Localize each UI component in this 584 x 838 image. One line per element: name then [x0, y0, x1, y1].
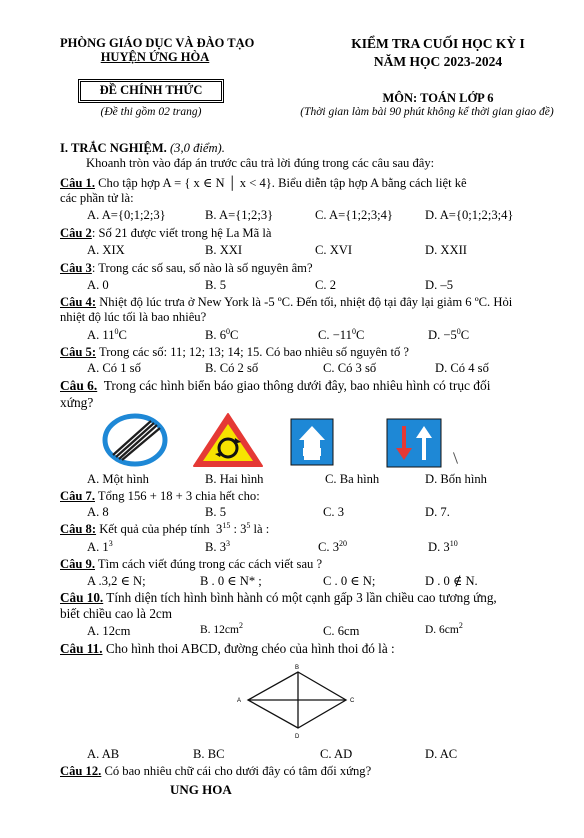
- q2-option-d[interactable]: D. XXII: [425, 243, 467, 257]
- q7-option-c[interactable]: C. 3: [323, 505, 344, 519]
- q1-option-a[interactable]: A. A={0;1;2;3}: [87, 208, 166, 222]
- q5-option-a[interactable]: A. Có 1 số: [87, 361, 141, 375]
- q4-option-a[interactable]: A. $11^0C$: [87, 326, 127, 342]
- q5-option-d[interactable]: D. Có 4 số: [435, 361, 489, 375]
- q11-option-a[interactable]: A. AB: [87, 747, 120, 761]
- q10-option-a[interactable]: A. 12cm: [87, 624, 131, 638]
- question-8: Câu 8: Kết quả của phép tính $3^{15}$ : $3^5$ là :: [60, 520, 270, 536]
- rhombus-label-c: C: [350, 698, 355, 704]
- q3-option-d[interactable]: D. –5: [425, 278, 453, 292]
- question-4: Câu 4: Nhiệt độ lúc trưa ở New York là -5 ºC. Đến tối, nhiệt độ tại đây lại giảm 6 ºC. Hỏi: [60, 295, 513, 309]
- priority-road-sign-icon: [290, 418, 334, 466]
- stray-mark: [453, 452, 458, 464]
- question-3: Câu 3: Trong các số sau, số nào là số nguyên âm?: [60, 261, 313, 275]
- q9-option-c[interactable]: C . 0 ∈ N;: [323, 574, 376, 588]
- q1-option-c[interactable]: C. A={1;2;3;4}: [315, 208, 393, 222]
- q2-option-c[interactable]: C. XVI: [315, 243, 353, 257]
- rhombus-figure: [234, 662, 364, 742]
- no-restriction-sign-icon: [102, 413, 168, 467]
- question-6-cont: xứng?: [60, 395, 94, 410]
- question-12: Câu 12. Có bao nhiêu chữ cái cho dưới đây có tâm đối xứng?: [60, 764, 372, 778]
- q10-option-d[interactable]: D. $6cm^2$: [425, 621, 463, 636]
- subject: MÔN: TOÁN LỚP 6: [382, 91, 494, 105]
- official-label: ĐỀ CHÍNH THỨC: [99, 83, 203, 97]
- instruction: Khoanh tròn vào đáp án trước câu trả lời đúng trong các câu sau đây:: [86, 156, 435, 170]
- q9-option-d[interactable]: D . 0 ∉ N.: [425, 574, 478, 588]
- department-name: PHÒNG GIÁO DỤC VÀ ĐÀO TẠO: [60, 36, 255, 50]
- q6-option-a[interactable]: A. Một hình: [87, 472, 149, 486]
- question-10: Câu 10. Tính diện tích hình bình hành có một cạnh gấp 3 lần chiều cao tương ứng,: [60, 590, 497, 605]
- question-9: Câu 9. Tìm cách viết đúng trong các cách viết sau ?: [60, 557, 323, 571]
- q8-option-c[interactable]: C. $3^{20}$: [318, 538, 347, 554]
- question-6: Câu 6. Trong các hình biển báo giao thông dưới đây, bao nhiêu hình có trục đối: [60, 378, 491, 393]
- q3-option-b[interactable]: B. 5: [205, 278, 226, 292]
- q6-option-b[interactable]: B. Hai hình: [205, 472, 264, 486]
- q5-option-c[interactable]: C. Có 3 số: [323, 361, 377, 375]
- question-10-cont: biết chiều cao là 2cm: [60, 606, 173, 621]
- q8-option-b[interactable]: B. $3^3$: [205, 538, 230, 554]
- question-4-cont: nhiệt độ lúc tối là bao nhiêu?: [60, 310, 207, 324]
- q3-option-a[interactable]: A. 0: [87, 278, 109, 292]
- q9-option-b[interactable]: B . 0 ∈ N* ;: [200, 574, 262, 588]
- roundabout-warning-sign-icon: [191, 411, 265, 469]
- q6-option-c[interactable]: C. Ba hình: [325, 472, 380, 486]
- q2-option-b[interactable]: B. XXI: [205, 243, 243, 257]
- district-name: HUYỆN ỨNG HÒA: [100, 50, 210, 64]
- q11-option-c[interactable]: C. AD: [320, 747, 353, 761]
- question-5: Câu 5: Trong các số: 11; 12; 13; 14; 15. Có bao nhiêu số nguyên tố ?: [60, 345, 410, 359]
- question-1: Câu 1. Cho tập hợp A = { x ∈ N │ x < 4}. Biểu diễn tập hợp A bằng cách liệt kê: [60, 176, 467, 190]
- q4-option-d[interactable]: D. $-5^0C$: [428, 326, 470, 342]
- rhombus-label-d: D: [295, 734, 300, 740]
- q7-option-a[interactable]: A. 8: [87, 505, 109, 519]
- q7-option-b[interactable]: B. 5: [205, 505, 226, 519]
- q4-option-c[interactable]: C. $-11^0C$: [318, 326, 365, 342]
- q9-option-a[interactable]: A .3,2 ∈ N;: [87, 574, 146, 588]
- q5-option-b[interactable]: B. Có 2 số: [205, 361, 259, 375]
- q6-option-d[interactable]: D. Bốn hình: [425, 472, 487, 486]
- q1-option-b[interactable]: B. A={1;2;3}: [205, 208, 274, 222]
- q11-option-d[interactable]: D. AC: [425, 747, 458, 761]
- section-title: I. TRẮC NGHIỆM. (3,0 điểm).: [60, 141, 225, 155]
- rhombus-label-a: A: [237, 698, 242, 704]
- q4-option-b[interactable]: B. $6^0C$: [205, 326, 239, 342]
- exam-title: KIỂM TRA CUỐI HỌC KỲ I: [351, 36, 525, 51]
- q11-option-b[interactable]: B. BC: [193, 747, 225, 761]
- rhombus-label-b: B: [295, 665, 300, 671]
- question-2: Câu 2: Số 21 được viết trong hệ La Mã là: [60, 226, 272, 240]
- pages-note: (Đề thi gồm 02 trang): [100, 106, 202, 118]
- q7-option-d[interactable]: D. 7.: [425, 505, 450, 519]
- q8-option-d[interactable]: D. $3^{10}$: [428, 538, 458, 554]
- time-note: (Thời gian làm bài 90 phút không kể thời gian giao đề): [300, 106, 554, 118]
- question-1-cont: các phần tử là:: [60, 191, 134, 205]
- q2-option-a[interactable]: A. XIX: [87, 243, 125, 257]
- letter-word: UNG HOA: [170, 782, 232, 797]
- school-year: NĂM HỌC 2023-2024: [373, 54, 503, 69]
- two-way-traffic-sign-icon: [386, 418, 442, 468]
- q8-option-a[interactable]: A. $1^3$: [87, 538, 113, 554]
- q10-option-c[interactable]: C. 6cm: [323, 624, 360, 638]
- q3-option-c[interactable]: C. 2: [315, 278, 336, 292]
- question-11: Câu 11. Cho hình thoi ABCD, đường chéo của hình thoi đó là :: [60, 641, 395, 656]
- question-7: Câu 7. Tổng 156 + 18 + 3 chia hết cho:: [60, 489, 260, 503]
- q10-option-b[interactable]: B. $12cm^2$: [200, 621, 243, 636]
- q1-option-d[interactable]: D. A={0;1;2;3;4}: [425, 208, 514, 222]
